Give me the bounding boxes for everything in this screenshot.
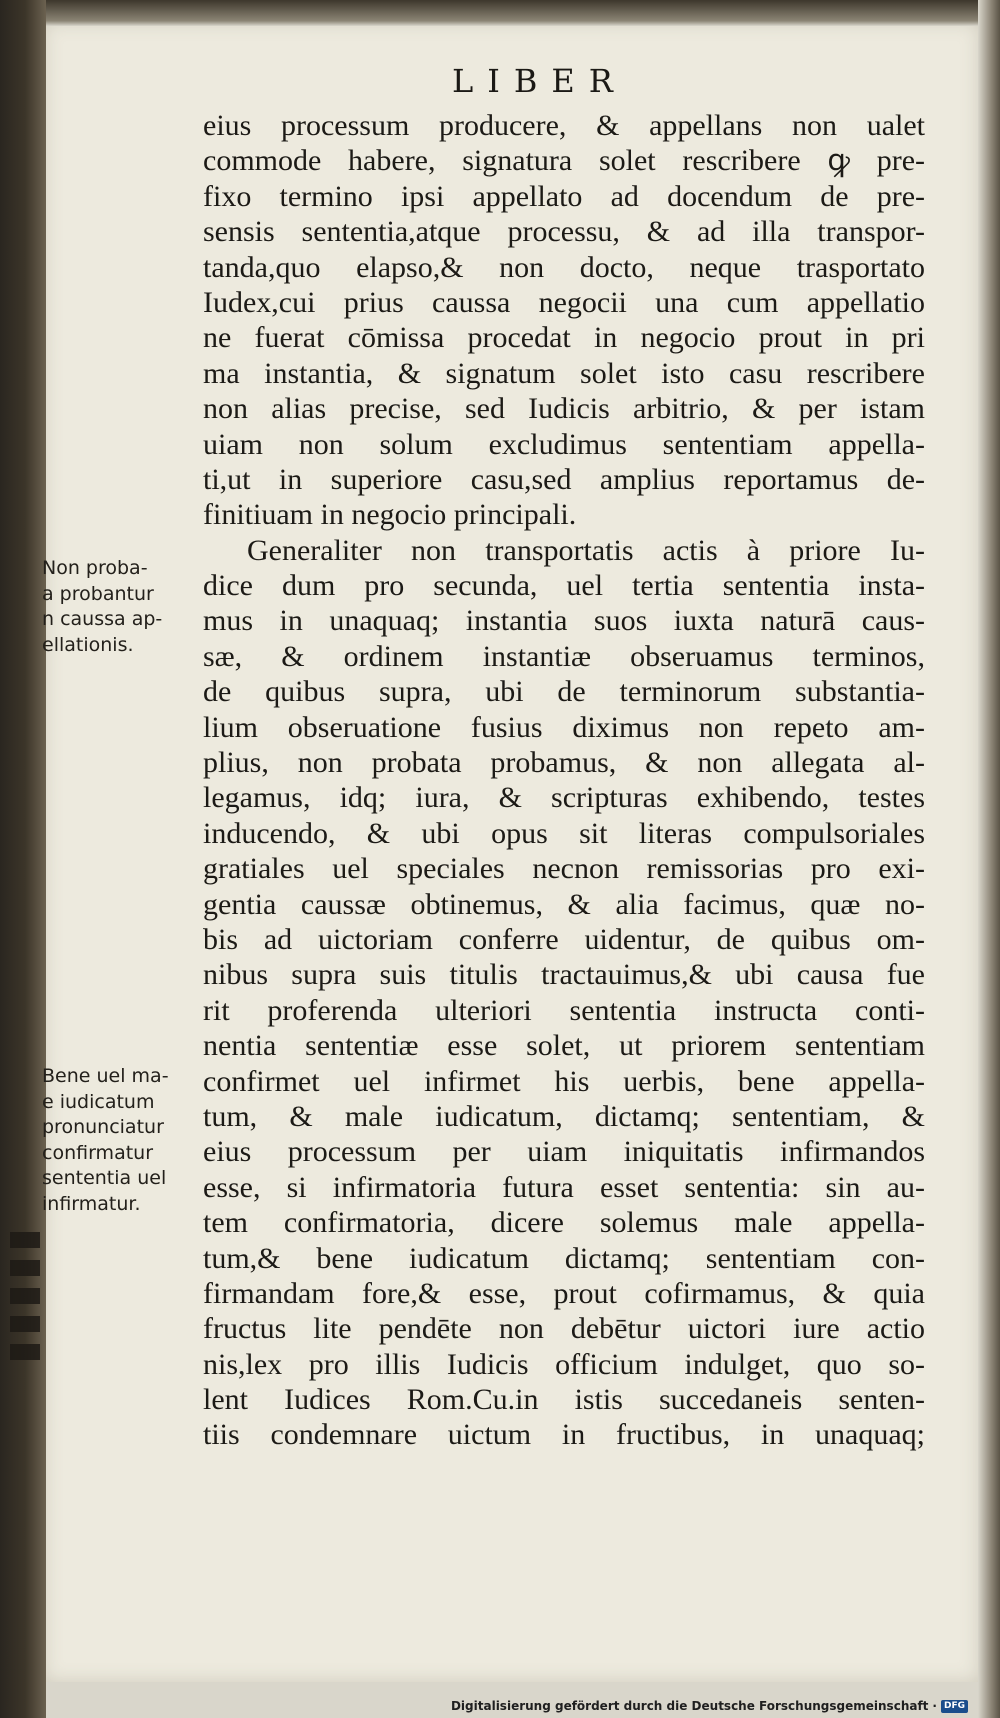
- text-line: Generaliter non transportatis actis à priore Iu-: [247, 533, 925, 567]
- text-line: eius processum producere, & appellans non ualet: [203, 109, 925, 142]
- text-line: ma instantia, & signatum solet isto casu rescribere: [203, 356, 925, 390]
- text-line: fixo termino ipsi appellato ad docendum de pre-: [203, 179, 925, 213]
- text-line: firmandam fore,& esse, prout cofirmamus, & quia: [203, 1276, 925, 1310]
- text-line: rit proferenda ulteriori sententia instructa conti-: [203, 993, 925, 1027]
- text-line: Iudex,cui prius caussa negocii una cum appellatio: [203, 285, 925, 319]
- body-text: [203, 108, 925, 1453]
- text-line: inducendo, & ubi opus sit literas compulsoriales: [203, 816, 925, 850]
- text-line: gentia caussæ obtinemus, & alia facimus, quæ no-: [203, 887, 925, 921]
- text-line: lium obseruatione fusius diximus non repeto am-: [203, 710, 925, 744]
- text-line: commode habere, signatura solet rescribere ꝙ pre-: [203, 144, 925, 178]
- bleedthrough-mark: [10, 1260, 40, 1276]
- margin-note-line: Bene uel ma-: [42, 1065, 169, 1087]
- text-line: nis,lex pro illis Iudicis officium indulget, quo so-: [203, 1347, 925, 1381]
- text-line: tum, & male iudicatum, dictamq; sententiam, &: [203, 1099, 925, 1133]
- text-line: bis ad uictoriam conferre uidentur, de quibus om-: [203, 922, 925, 956]
- text-line: lent Iudices Rom.Cu.in istis succedaneis senten-: [203, 1383, 925, 1417]
- margin-note-line: confirmatur: [42, 1141, 154, 1164]
- margin-note-line: a probantur: [42, 582, 154, 605]
- margin-note-line: ellationis.: [42, 633, 134, 656]
- text-line: dice dum pro secunda, uel tertia sententia insta-: [203, 569, 925, 603]
- top-scan-shadow: [0, 0, 1000, 26]
- text-line: confirmet uel infirmet his uerbis, bene appella-: [203, 1064, 925, 1098]
- text-line: fructus lite pendēte non debētur uictori iure actio: [203, 1312, 925, 1346]
- text-line: ne fuerat cōmissa procedat in negocio prout in pri: [203, 321, 925, 355]
- text-line: tanda,quo elapso,& non docto, neque trasportato: [203, 250, 925, 284]
- bleedthrough-mark: [10, 1344, 40, 1360]
- margin-note-line: pronunciatur: [42, 1116, 164, 1138]
- margin-note-line: e iudicatum: [42, 1090, 155, 1113]
- text-line: sæ, & ordinem instantiæ obseruamus terminos,: [203, 639, 925, 673]
- margin-note-line: Non proba-: [42, 557, 148, 579]
- text-line: mus in unaquaq; instantia suos iuxta naturā caus-: [203, 604, 925, 638]
- running-head: LIBER: [452, 62, 627, 100]
- margin-note-line: sententia uel: [42, 1167, 167, 1189]
- page-edge-shadow: [978, 0, 1000, 1718]
- binding-bleedthrough: [10, 1232, 40, 1372]
- text-line: uiam non solum excludimus sententiam appella-: [203, 427, 925, 461]
- text-line: ti,ut in superiore casu,sed amplius reportamus de-: [203, 462, 925, 496]
- margin-note-line: n caussa ap-: [42, 608, 163, 630]
- text-line: de quibus supra, ubi de terminorum substantia-: [203, 675, 925, 709]
- text-line: gratiales uel speciales necnon remissorias pro exi-: [203, 852, 925, 886]
- digitization-credit: Digitalisierung gefördert durch die Deutsche Forschungsgemeinschaft · DFG: [451, 1699, 968, 1713]
- text-line: nentia sententiæ esse solet, ut priorem sententiam: [203, 1029, 925, 1063]
- text-line: eius processum per uiam iniquitatis infirmandos: [203, 1135, 925, 1169]
- text-line: esse, si infirmatoria futura esset sententia: sin au-: [203, 1170, 925, 1204]
- margin-note-line: infirmatur.: [42, 1192, 141, 1215]
- margin-note-non-probata: [42, 556, 162, 658]
- bleedthrough-mark: [10, 1232, 40, 1248]
- text-line: tiis condemnare uictum in fructibus, in unaquaq;: [203, 1418, 925, 1452]
- text-line: plius, non probata probamus, & non allegata al-: [203, 746, 925, 780]
- credit-text: Digitalisierung gefördert durch die Deutsche Forschungsgemeinschaft: [450, 1699, 929, 1713]
- book-binding: [0, 0, 46, 1718]
- text-line: nibus supra suis titulis tractauimus,& ubi causa fue: [203, 958, 925, 992]
- margin-note-bene-uel-male: [42, 1064, 169, 1217]
- text-line: tum,& bene iudicatum dictamq; sententiam con-: [203, 1241, 925, 1275]
- bleedthrough-mark: [10, 1288, 40, 1304]
- text-line: tem confirmatoria, dicere solemus male appella-: [203, 1206, 925, 1240]
- dfg-logo-icon: DFG: [941, 1700, 968, 1713]
- text-line: legamus, idq; iura, & scripturas exhibendo, testes: [203, 781, 925, 815]
- text-line: non alias precise, sed Iudicis arbitrio, & per istam: [203, 392, 925, 426]
- text-line: sensis sententia,atque processu, & ad illa transpor-: [203, 215, 925, 249]
- text-line: finitiuam in negocio principali.: [203, 498, 577, 532]
- bleedthrough-mark: [10, 1316, 40, 1332]
